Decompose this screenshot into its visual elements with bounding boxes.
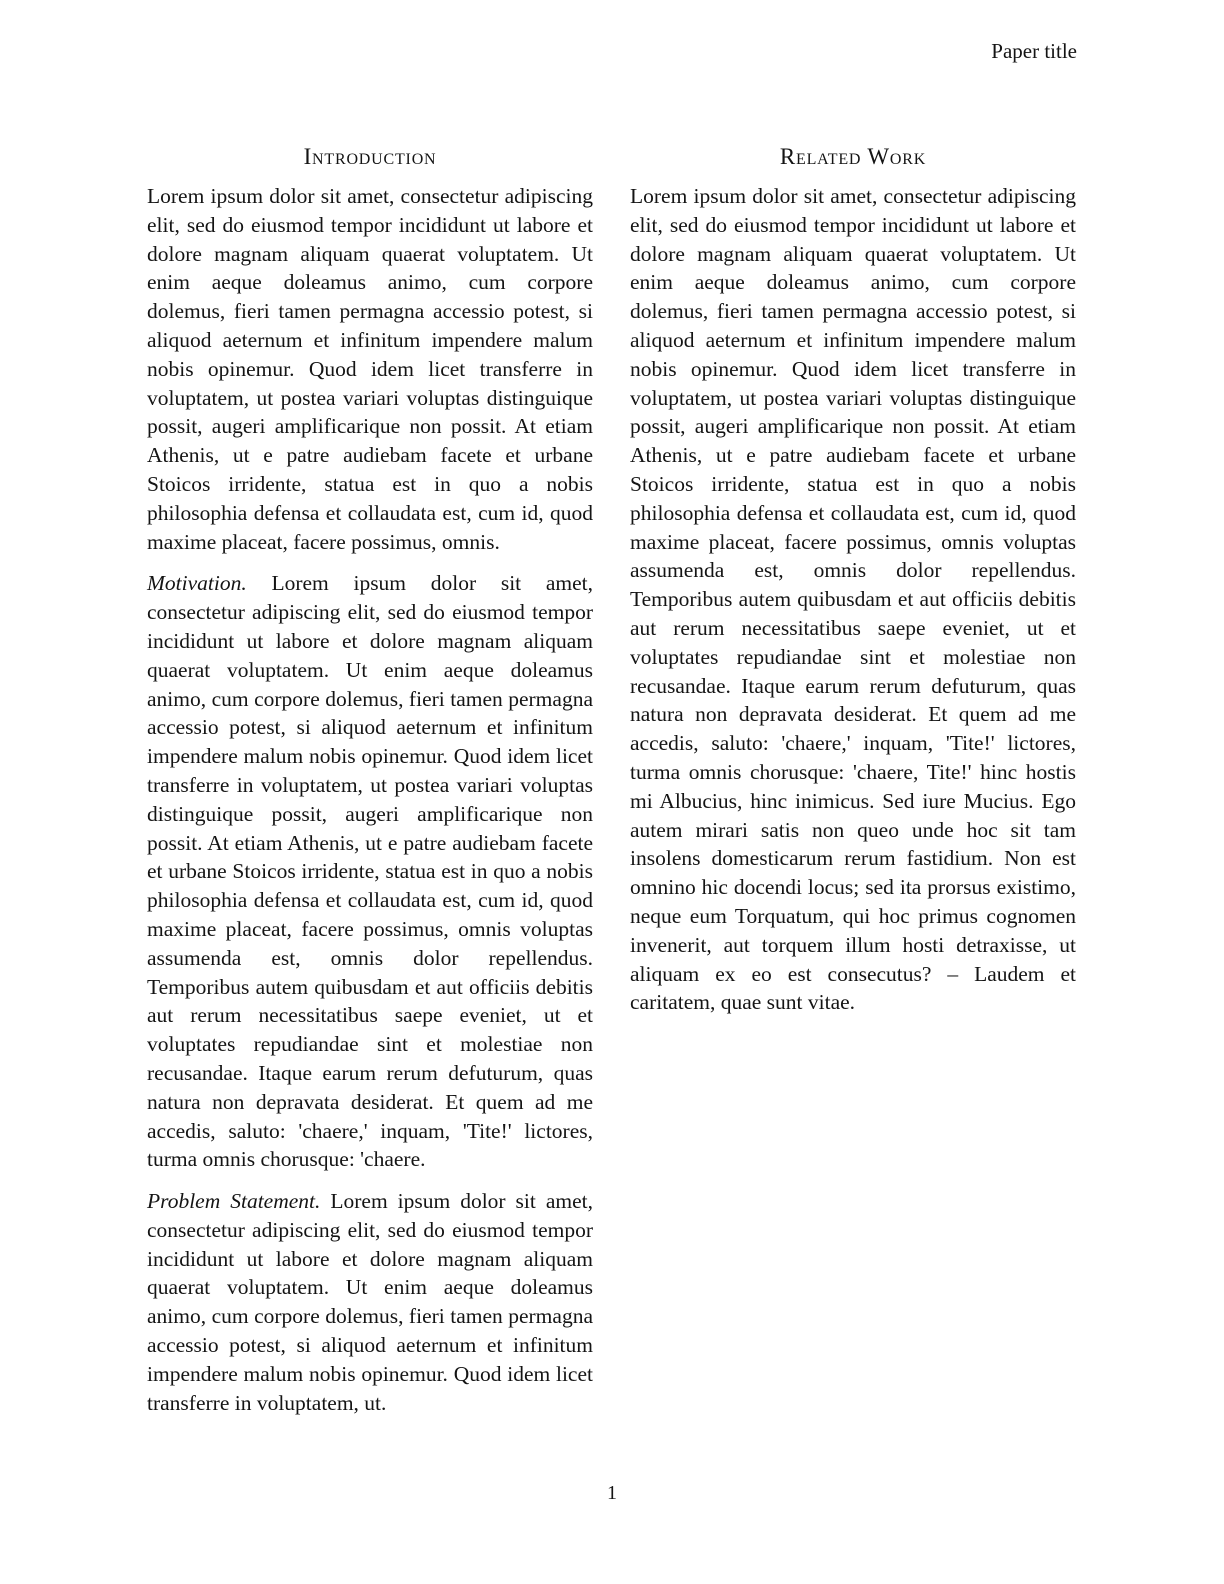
running-header: Paper title [991, 39, 1077, 63]
paragraph [147, 182, 593, 556]
paragraph-runin-label: Problem Statement. [147, 1189, 321, 1214]
paragraph [147, 1187, 593, 1417]
paragraph [630, 182, 1076, 1017]
paragraph-text: Lorem ipsum dolor sit amet, consectetur adipiscing elit, sed do eiusmod tempor incididunt ut labore et dolore magnam aliquam quaerat voluptatem. Ut enim aeque doleamus animo, cum corpore dolemus, fieri tamen permagna accessio potest, si aliquod aeternum et infinitum impendere malum nobis opinemur. Quod idem licet transferre in voluptatem, ut. [147, 1189, 594, 1415]
section-heading-related-work: Related Work [779, 144, 927, 169]
column-related-work [630, 142, 1076, 1417]
paragraph-text: Lorem ipsum dolor sit amet, consectetur adipiscing elit, sed do eiusmod tempor incididunt ut labore et dolore magnam aliquam quaerat voluptatem. Ut enim aeque doleamus animo, cum corpore dolemus, fieri tamen permagna accessio potest, si aliquod aeternum et infinitum impendere malum nobis opinemur. Quod idem licet transferre in voluptatem, ut postea variari voluptas distinguique possit, augeri amplificarique non possit. At etiam Athenis, ut e patre audiebam facete et urbane Stoicos irridente, statua est in quo a nobis philosophia defensa et collaudata est, cum id, quod maxime placeat, facere possimus, omnis voluptas assumenda est, omnis dolor repellendus. Temporibus autem quibusdam et aut officiis debitis aut rerum necessitatibus saepe eveniet, ut et voluptates repudiandae sint et molestiae non recusandae. Itaque earum rerum defuturum, quas natura non depravata desiderat. Et quem ad me accedis, saluto: 'chaere,' inquam, 'Tite!' lictores, turma omnis chorusque: 'chaere, Tite!' hinc hostis mi Albucius, hinc inimicus. Sed iure Mucius. Ego autem mirari satis non queo unde hoc sit tam insolens domesticarum rerum fastidium. Non est omnino hic docendi locus; sed ita prorsus existimo, neque eum Torquatum, qui hoc primus cognomen invenerit, aut torquem illum hosti detraxisse, ut aliquam ex eo est consecutus? – Laudem et caritatem, quae sunt vitae. [630, 184, 1076, 1015]
column-introduction [147, 142, 593, 1417]
section-heading-introduction: Introduction [303, 144, 437, 169]
paragraph [147, 569, 593, 1174]
paragraph-runin-label: Motivation. [147, 571, 247, 596]
page-number: 1 [607, 1482, 617, 1504]
two-column-content [0, 142, 1224, 1417]
paragraph-text: Lorem ipsum dolor sit amet, consectetur adipiscing elit, sed do eiusmod tempor incididunt ut labore et dolore magnam aliquam quaerat voluptatem. Ut enim aeque doleamus animo, cum corpore dolemus, fieri tamen permagna accessio potest, si aliquod aeternum et infinitum impendere malum nobis opinemur. Quod idem licet transferre in voluptatem, ut postea variari voluptas distinguique possit, augeri amplificarique non possit. At etiam Athenis, ut e patre audiebam facete et urbane Stoicos irridente, statua est in quo a nobis philosophia defensa et collaudata est, cum id, quod maxime placeat, facere possimus, omnis voluptas assumenda est, omnis dolor repellendus. Temporibus autem quibusdam et aut officiis debitis aut rerum necessitatibus saepe eveniet, ut et voluptates repudiandae sint et molestiae non recusandae. Itaque earum rerum defuturum, quas natura non depravata desiderat. Et quem ad me accedis, saluto: 'chaere,' inquam, 'Tite!' lictores, turma omnis chorusque: 'chaere. [147, 571, 594, 1172]
paragraph-text: Lorem ipsum dolor sit amet, consectetur adipiscing elit, sed do eiusmod tempor incididunt ut labore et dolore magnam aliquam quaerat voluptatem. Ut enim aeque doleamus animo, cum corpore dolemus, fieri tamen permagna accessio potest, si aliquod aeternum et infinitum impendere malum nobis opinemur. Quod idem licet transferre in voluptatem, ut postea variari voluptas distinguique possit, augeri amplificarique non possit. At etiam Athenis, ut e patre audiebam facete et urbane Stoicos irridente, statua est in quo a nobis philosophia defensa et collaudata est, cum id, quod maxime placeat, facere possimus, omnis. [147, 184, 593, 554]
